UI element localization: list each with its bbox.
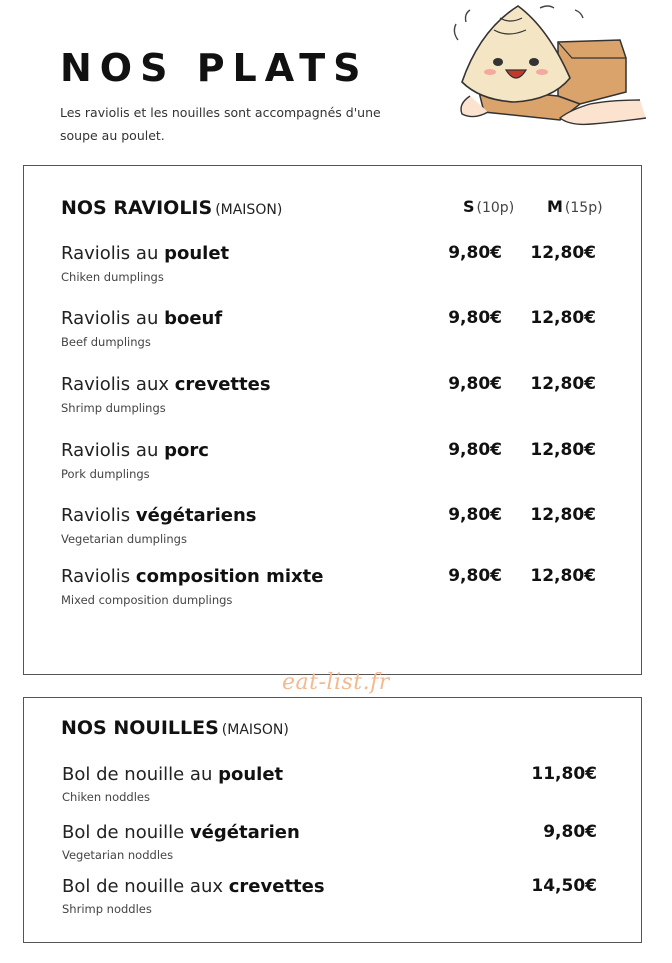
price: 9,80€: [543, 822, 597, 842]
item-name: [61, 374, 271, 395]
item-english-name: Vegetarian dumplings: [61, 532, 187, 546]
size-m-detail: (15p): [564, 200, 603, 216]
price: 14,50€: [531, 876, 597, 896]
price-m: 12,80€: [530, 505, 596, 525]
menu-item: [61, 243, 621, 293]
item-name-bold: composition mixte: [135, 566, 324, 587]
item-name-bold: poulet: [218, 764, 284, 785]
price: 11,80€: [531, 764, 597, 784]
item-name: [62, 876, 325, 897]
nouilles-section-title: [61, 717, 289, 739]
item-english-name: Chiken dumplings: [61, 270, 164, 284]
intro-line-2: soupe au poulet.: [60, 128, 165, 143]
nouilles-section: [23, 697, 642, 943]
price-m: 12,80€: [530, 243, 596, 263]
item-english-name: Shrimp noddles: [62, 902, 152, 916]
item-name: [62, 764, 283, 785]
item-name-plain: Raviolis: [61, 505, 136, 526]
menu-item: [62, 822, 622, 872]
page-title: NOS PLATS: [60, 46, 369, 90]
item-name-bold: crevettes: [228, 876, 325, 897]
nouilles-title-text: NOS NOUILLES: [61, 717, 219, 739]
intro-line-1: Les raviolis et les nouilles sont accompagnés d'une: [60, 105, 381, 120]
menu-item: [62, 764, 622, 814]
item-english-name: Mixed composition dumplings: [61, 593, 233, 607]
intro-text: [60, 101, 440, 147]
menu-item: [61, 440, 621, 490]
item-name-plain: Raviolis au: [61, 440, 165, 461]
item-name-bold: boeuf: [164, 308, 223, 329]
raviolis-title-note: (MAISON): [215, 202, 283, 218]
item-name-plain: Raviolis au: [61, 308, 165, 329]
menu-item: [61, 566, 621, 616]
item-name: [61, 308, 222, 329]
item-name-plain: Raviolis aux: [61, 374, 175, 395]
size-m-label: M: [547, 197, 563, 216]
item-english-name: Pork dumplings: [61, 467, 150, 481]
size-s-label: S: [463, 197, 475, 216]
item-name: [61, 505, 257, 526]
item-english-name: Beef dumplings: [61, 335, 151, 349]
menu-item: [61, 374, 621, 424]
item-name-bold: poulet: [164, 243, 230, 264]
dumpling-mascot-illustration: [440, 0, 650, 140]
price-s: 9,80€: [448, 374, 502, 394]
menu-item: [62, 876, 622, 926]
menu-item: [61, 505, 621, 555]
item-name: [61, 243, 229, 264]
item-english-name: Shrimp dumplings: [61, 401, 166, 415]
price-m: 12,80€: [530, 308, 596, 328]
price-m: 12,80€: [530, 440, 596, 460]
price-s: 9,80€: [448, 505, 502, 525]
raviolis-section-title: [61, 197, 282, 219]
size-s-header: [463, 197, 514, 216]
price-s: 9,80€: [448, 566, 502, 586]
item-name-plain: Raviolis au: [61, 243, 165, 264]
item-name: [61, 566, 323, 587]
item-name: [61, 440, 209, 461]
item-name-plain: Bol de nouille aux: [62, 876, 229, 897]
item-name-plain: Bol de nouille au: [62, 764, 219, 785]
menu-item: [61, 308, 621, 358]
item-name-bold: végétarien: [189, 822, 300, 843]
price-s: 9,80€: [448, 440, 502, 460]
raviolis-section: [23, 165, 642, 675]
item-name-bold: porc: [164, 440, 209, 461]
watermark: eat-list.fr: [282, 670, 390, 695]
item-name-bold: végétariens: [135, 505, 257, 526]
item-name-plain: Raviolis: [61, 566, 136, 587]
item-english-name: Vegetarian noddles: [62, 848, 174, 862]
nouilles-title-note: (MAISON): [221, 722, 289, 738]
item-english-name: Chiken noddles: [62, 790, 150, 804]
raviolis-title-text: NOS RAVIOLIS: [61, 197, 213, 219]
price-m: 12,80€: [530, 374, 596, 394]
size-s-detail: (10p): [476, 200, 515, 216]
item-name-plain: Bol de nouille: [62, 822, 190, 843]
price-s: 9,80€: [448, 243, 502, 263]
item-name: [62, 822, 300, 843]
price-m: 12,80€: [530, 566, 596, 586]
price-s: 9,80€: [448, 308, 502, 328]
size-m-header: [547, 197, 603, 216]
item-name-bold: crevettes: [174, 374, 271, 395]
